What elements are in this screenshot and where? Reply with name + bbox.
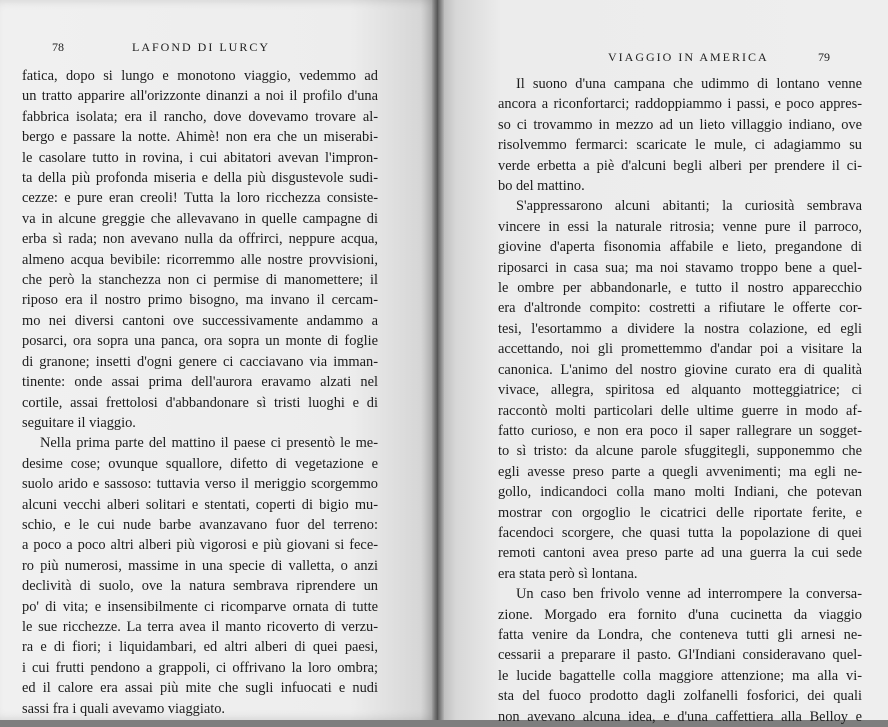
left-running-head: LAFOND DI LURCY xyxy=(132,40,270,54)
text-line: cessarii a preparare il pasto. Gl'Indiani consideravano quel- xyxy=(498,647,862,664)
text-line: ro più numerosi, massime in una specie di valletta, o anzi xyxy=(22,557,378,574)
text-line: mo nei diversi cantoni ove successivamente andammo a xyxy=(22,312,378,329)
text-line: erba sì rada; non avevano nulla da offrirci, neppure acqua, xyxy=(22,231,378,248)
left-page-text xyxy=(22,66,378,719)
text-line: gollo, indicandoci colla mano molti Indiani, che potevan xyxy=(498,484,862,501)
right-page-number: 79 xyxy=(818,50,830,64)
text-line: le lucide bagattelle colla maggiore attenzione; ma alla vi- xyxy=(498,667,862,684)
text-line: S'appressarono alcuni abitanti; la curiosità sembrava xyxy=(516,198,862,215)
text-line: egli avesse preso parte a quegli avvenimenti; ma egli ne- xyxy=(498,463,862,480)
text-line: non avevano alcuna idea, e d'una caffettiera alla Belloy e xyxy=(498,708,862,725)
text-line: un tratto apparire all'orizzonte dinanzi a noi il profilo d'una xyxy=(22,88,378,105)
text-line: zione. Morgado era fornito d'una cucinetta da viaggio xyxy=(498,606,862,623)
text-line: era stata però sì lontana. xyxy=(498,565,638,582)
text-line: bo del mattino. xyxy=(498,178,585,195)
text-line: era d'altronde compito: costretti a rifiutare le offerte cor- xyxy=(498,300,862,317)
text-line: fabbrica isolata; era il rancho, dove dovevamo trovare al- xyxy=(22,108,378,125)
text-line: cezze: e pure eran creoli! Tutta la loro ricchezza consiste- xyxy=(22,190,378,207)
text-line: posarci, ora sopra una panca, ora sopra un monte di foglie xyxy=(22,333,378,350)
text-line: so ci trovammo in mezzo ad un lieto villaggio indiano, ove xyxy=(498,116,862,133)
text-line: riposarci in casa sua; ma noi stavamo troppo bene a quel- xyxy=(498,259,862,276)
text-line: po' di vita; e insensibilmente ci ricomparve ornata di tutte xyxy=(22,598,378,615)
text-line: a poco a poco altri alberi più vigorosi e più giovani si fece- xyxy=(22,537,378,554)
text-line: cortile, assai frettolosi d'abbandonare sì tristi luoghi e di xyxy=(22,394,378,411)
text-line: to sì tristo: da alcune parole sfuggitegli, supponemmo che xyxy=(498,443,862,460)
text-line: raccontò molti particolari delle ultime guerre in modo af- xyxy=(498,402,862,419)
text-line: remoti cantoni avea preso parte ad una guerra la cui sede xyxy=(498,545,862,562)
left-page xyxy=(0,0,438,720)
text-line: verde erbetta a piè d'alcuni begli alberi per prendere il ci- xyxy=(498,157,862,174)
text-line: facendoci scorgere, che quasi tutta la popolazione di quei xyxy=(498,524,862,541)
text-line: tesi, l'esortammo a dividere la nostra colazione, ed egli xyxy=(498,320,862,337)
text-line: le sue ricchezze. La terra avea il manto ricoverto di verzu- xyxy=(22,618,378,635)
text-line: i cui frutti pendono a grappoli, ci offrivano la loro ombra; xyxy=(22,659,378,676)
text-line: accettando, noi gli promettemmo d'andar poi a visitare la xyxy=(498,341,862,358)
text-line: declività di suolo, ove la natura sembrava riprendere un xyxy=(22,578,378,595)
book-gutter xyxy=(432,0,444,720)
text-line: Un caso ben frivolo venne ad interrompere la conversa- xyxy=(516,586,862,603)
text-line: sta del fuoco prodotto dagli zolfanelli fosforici, dei quali xyxy=(498,688,862,705)
text-line: ra e di fiori; i liquidambari, ed altri alberi di quei paesi, xyxy=(22,639,378,656)
text-line: fatica, dopo si lungo e monotono viaggio, vedemmo ad xyxy=(22,68,378,84)
text-line: mostrar con orgoglio le cicatrici delle riportate ferite, e xyxy=(498,504,862,521)
text-line: fatta venire da Londra, che conteneva tutti gli arnesi ne- xyxy=(498,626,862,643)
text-line: bergo e passare la notte. Ahimè! non era che un miserabi- xyxy=(22,129,378,146)
text-line: Nella prima parte del mattino il paese ci presentò le me- xyxy=(40,435,378,452)
text-line: suolo arido e sassoso: tuttavia verso il meriggio scorgemmo xyxy=(22,476,378,493)
text-line: vivace, allegra, spiritosa ed alquanto motteggiatrice; ci xyxy=(498,382,862,399)
left-page-number: 78 xyxy=(52,40,64,54)
right-running-head: VIAGGIO IN AMERICA xyxy=(608,50,769,64)
right-page-text xyxy=(498,74,862,727)
text-line: vincere in essi la naturale ritrosia; venne pure il parroco, xyxy=(498,218,862,235)
text-line: le ombre per abbandonarle, e tutto il nostro apparecchio xyxy=(498,280,862,297)
text-line: fatto curioso, e non era poco il saper rallegrare un sogget- xyxy=(498,422,862,439)
right-page xyxy=(438,0,888,725)
text-line: risolvemmo fermarci: scaricate le mule, ci adagiammo su xyxy=(498,137,862,154)
text-line: ed il calore era assai più mite che sugli infuocati e nudi xyxy=(22,680,378,697)
text-line: le casolare tutto in rovina, i cui abitatori avevan l'impron- xyxy=(22,149,378,166)
text-line: desime cose; ovunque squallore, difetto di vegetazione e xyxy=(22,455,378,472)
text-line: seguitare il viaggio. xyxy=(22,414,136,431)
text-line: alcuni vecchi alberi solitari e stentati, coperti di bigio mu- xyxy=(22,496,378,513)
text-line: ta della più profonda miseria e della più disgustevole sudi- xyxy=(22,170,378,187)
text-line: va in alcune greggie che allevavano in quelle campagne di xyxy=(22,210,378,227)
text-line: riposo era il nostro primo bisogno, ma invano il cercam- xyxy=(22,292,378,309)
text-line: che però la stanchezza non ci permise di manomettere; il xyxy=(22,272,378,289)
text-line: tinente: onde assai prima dell'aurora eravamo alzati nel xyxy=(22,374,378,391)
text-line: schio, e le cui nude barbe avanzavano fuor del terreno: xyxy=(22,516,378,533)
text-line: giovine d'aperta fisonomia affabile e lieto, pregandone di xyxy=(498,239,862,256)
text-line: canonica. L'animo del nostro giovine curato era di qualità xyxy=(498,361,862,378)
text-line: ancora a riconfortarci; raddoppiammo i passi, e poco appres- xyxy=(498,96,862,113)
text-line: almeno acqua bevibile: ricorremmo alle nostre provvisioni, xyxy=(22,251,378,268)
text-line: Il suono d'una campana che udimmo di lontano venne xyxy=(516,76,862,92)
text-line: di granone; insetti d'ogni genere ci cacciavano via imman- xyxy=(22,353,378,370)
text-line: sassi fra i quali avevamo viaggiato. xyxy=(22,700,226,717)
